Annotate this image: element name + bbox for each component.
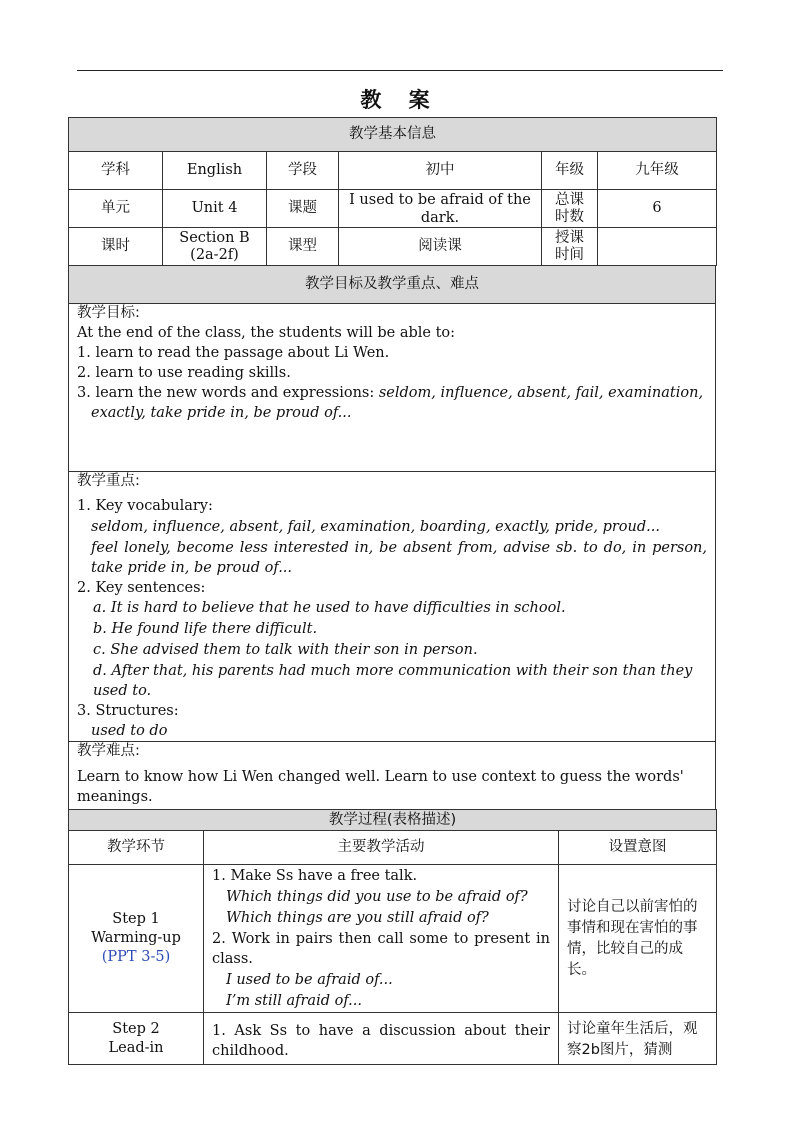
col-step-header: 教学环节 (69, 831, 204, 865)
grade-value: 九年级 (598, 152, 717, 190)
class-time-label: 授课 时间 (542, 228, 598, 266)
difficulties-cell (69, 742, 716, 810)
objective-item: 3. learn the new words and expressions: seldom, influence, absent, fail, examination, (77, 385, 704, 401)
key-sentences-title: 2. Key sentences: (77, 580, 206, 596)
class-time-value (598, 228, 717, 266)
objectives-intro: At the end of the class, the students will be able to: (77, 325, 456, 341)
step2-activities: 1. Ask Ss to have a discussion about their childhood. (204, 1013, 559, 1065)
key-points-cell (69, 472, 716, 742)
step2-intent: 讨论童年生活后，观察2b图片，猜测 (559, 1013, 717, 1065)
key-vocab-words: seldom, influence, absent, fail, examination, boarding, exactly, pride, proud... (91, 519, 660, 535)
topic-value: I used to be afraid of the dark. (339, 190, 542, 228)
total-hours-label: 总课 时数 (542, 190, 598, 228)
step1-activities: 1. Make Ss have a free talk. Which things did you use to be afraid of? Which things are you still afraid of? 2. Work in pairs then call some to present in class. I used to be afraid of... I’m still afraid of... (204, 865, 559, 1013)
step1-name: Step 1 Warming-up (PPT 3-5) (69, 865, 204, 1013)
total-hours-value: 6 (598, 190, 717, 228)
header-rule (77, 70, 723, 71)
col-activity-header: 主要教学活动 (204, 831, 559, 865)
basic-info-header: 教学基本信息 (69, 118, 717, 152)
process-header: 教学过程(表格描述) (69, 810, 717, 831)
unit-label: 单元 (69, 190, 163, 228)
topic-label: 课题 (267, 190, 339, 228)
stage-value: 初中 (339, 152, 542, 190)
grade-label: 年级 (542, 152, 598, 190)
structures-title: 3. Structures: (77, 703, 179, 719)
col-intent-header: 设置意图 (559, 831, 717, 865)
key-vocab-title: 1. Key vocabulary: (77, 498, 213, 514)
structure-item: used to do (91, 723, 168, 739)
step2-name: Step 2 Lead-in (69, 1013, 204, 1065)
key-sentence: b. He found life there difficult. (93, 621, 318, 637)
process-table (68, 809, 717, 1065)
difficulties-title: 教学难点: (77, 743, 140, 759)
unit-value: Unit 4 (163, 190, 267, 228)
difficulties-text: Learn to know how Li Wen changed well. Learn to use context to guess the words' meanings. (77, 769, 684, 805)
key-sentence: c. She advised them to talk with their son in person. (93, 642, 478, 658)
lesson-plan-table (68, 117, 716, 1065)
key-points-title: 教学重点: (77, 473, 140, 489)
key-sentence: a. It is hard to believe that he used to have difficulties in school. (93, 600, 566, 616)
objective-item: 1. learn to read the passage about Li Wen. (77, 345, 390, 361)
period-label: 课时 (69, 228, 163, 266)
goals-table (68, 265, 716, 810)
stage-label: 学段 (267, 152, 339, 190)
objective-item-continued: exactly, take pride in, be proud of... (91, 405, 352, 421)
document-title: 教 案 (360, 88, 440, 112)
goals-header: 教学目标及教学重点、难点 (69, 266, 716, 304)
basic-info-table (68, 117, 717, 266)
type-label: 课型 (267, 228, 339, 266)
key-vocab-phrases: feel lonely, become less interested in, be absent from, advise sb. to do, in person, take pride in, be proud of... (91, 540, 707, 576)
period-value: Section B (2a-2f) (163, 228, 267, 266)
objective-item: 2. learn to use reading skills. (77, 365, 291, 381)
key-sentence: d. After that, his parents had much more communication with their son than they used to. (93, 663, 693, 699)
step1-intent: 讨论自己以前害怕的事情和现在害怕的事情，比较自己的成长。 (559, 865, 717, 1013)
subject-label: 学科 (69, 152, 163, 190)
type-value: 阅读课 (339, 228, 542, 266)
subject-value: English (163, 152, 267, 190)
objectives-cell (69, 304, 716, 472)
objectives-title: 教学目标: (77, 305, 140, 321)
step1-ppt-ref: (PPT 3-5) (101, 949, 171, 965)
